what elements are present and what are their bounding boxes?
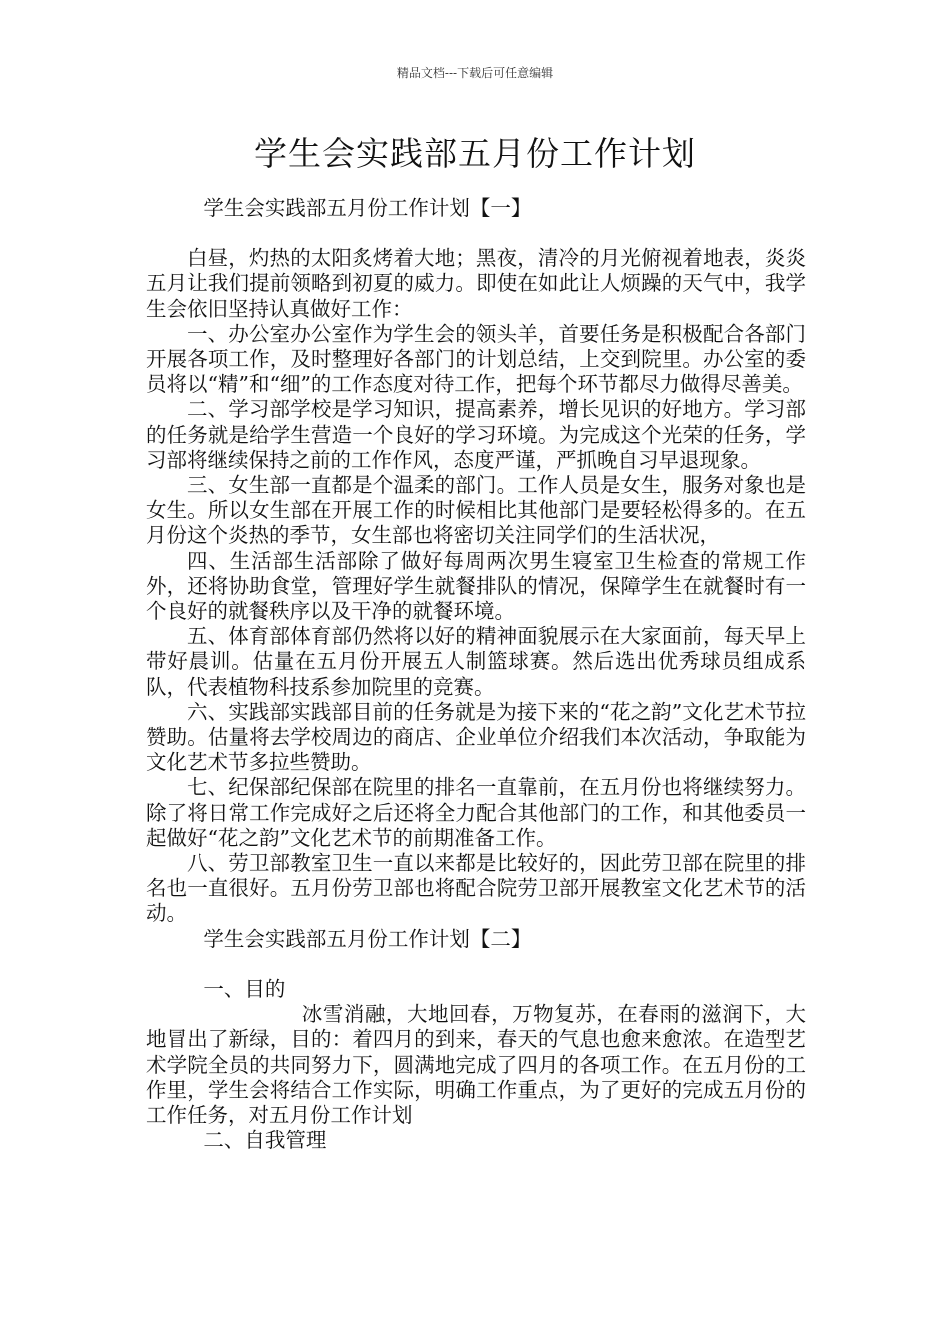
paragraph-office: 一、办公室办公室作为学生会的领头羊，首要任务是积极配合各部门开展各项工作，及时整理好各部门的计划总结，上交到院里。办公室的委员将以“精”和“细”的工作态度对待工作，把每个环节都尽力做得尽善美。 [146, 321, 806, 397]
paragraph-purpose: 冰雪消融，大地回春，万物复苏，在春雨的滋润下，大地冒出了新绿，目的：着四月的到来，春天的气息也愈来愈浓。在造型艺术学院全员的共同努力下，圆满地完成了四月的各项工作。在五月份的工作里，学生会将结合工作实际，明确工作重点，为了更好的完成五月份的工作任务，对五月份工作计划 [146, 1002, 806, 1127]
section-heading-1: 学生会实践部五月份工作计划【一】 [203, 196, 532, 220]
paragraph-female: 三、女生部一直都是个温柔的部门。工作人员是女生，服务对象也是女生。所以女生部在开展工作的时候相比其他部门是要轻松得多的。在五月份这个炎热的季节，女生部也将密切关注同学们的生活状况， [146, 473, 806, 548]
sub-heading-self-management: 二、自我管理 [203, 1128, 327, 1153]
paragraph-sports: 五、体育部体育部仍然将以好的精神面貌展示在大家面前，每天早上带好晨训。估量在五月份开展五人制篮球赛。然后选出优秀球员组成系队，代表植物科技系参加院里的竞赛。 [146, 624, 806, 699]
paragraph-hygiene: 八、劳卫部教室卫生一直以来都是比较好的，因此劳卫部在院里的排名也一直很好。五月份劳卫部也将配合院劳卫部开展教室文化艺术节的活动。 [146, 851, 806, 926]
paragraph-practice: 六、实践部实践部目前的任务就是为接下来的“花之韵”文化艺术节拉赞助。估量将去学校周边的商店、企业单位介绍我们本次活动，争取能为文化艺术节多拉些赞助。 [146, 699, 806, 775]
section-heading-2: 学生会实践部五月份工作计划【二】 [203, 926, 532, 951]
paragraph-discipline: 七、纪保部纪保部在院里的排名一直靠前，在五月份也将继续努力。除了将日常工作完成好之后还将全力配合其他部门的工作，和其他委员一起做好“花之韵”文化艺术节的前期准备工作。 [146, 775, 806, 850]
document-title: 学生会实践部五月份工作计划 [254, 134, 696, 173]
document-body [146, 196, 806, 1153]
sub-heading-purpose: 一、目的 [203, 976, 286, 1001]
paragraph-study: 二、学习部学校是学习知识，提高素养，增长见识的好地方。学习部的任务就是给学生营造一个良好的学习环境。为完成这个光荣的任务，学习部将继续保持之前的工作作风，态度严谨，严抓晚自习早退现象。 [146, 397, 806, 472]
page-header: 精品文档---下载后可任意编辑 [396, 66, 554, 80]
paragraph-intro: 白昼，灼热的太阳炙烤着大地；黑夜，清冷的月光俯视着地表，炎炎五月让我们提前领略到初夏的威力。即使在如此让人烦躁的天气中，我学生会依旧坚持认真做好工作： [146, 246, 806, 321]
paragraph-life: 四、生活部生活部除了做好每周两次男生寝室卫生检查的常规工作外，还将协助食堂，管理好学生就餐排队的情况，保障学生在就餐时有一个良好的就餐秩序以及干净的就餐环境。 [146, 548, 806, 624]
